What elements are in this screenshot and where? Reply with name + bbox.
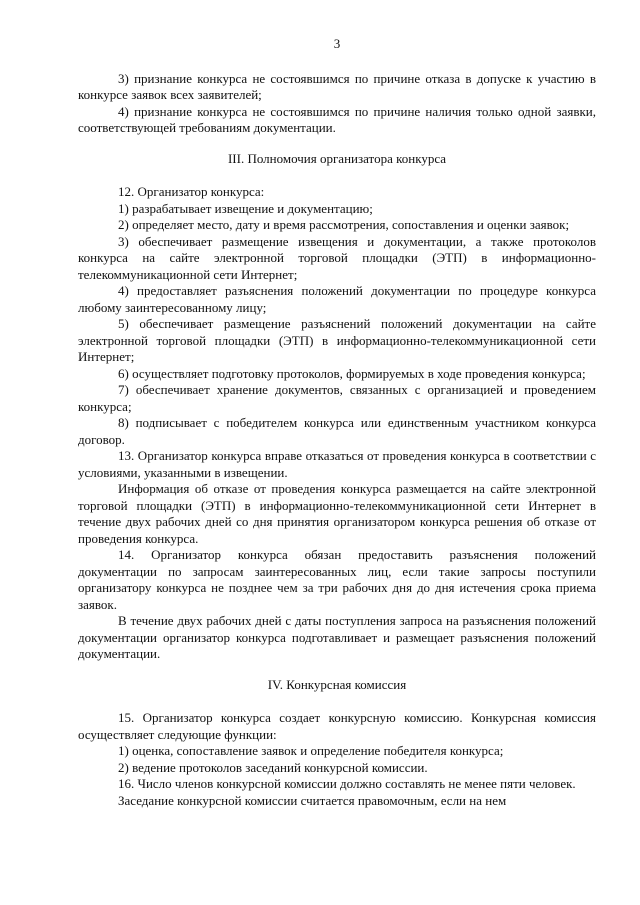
paragraph: 7) обеспечивает хранение документов, связанных с организацией и проведением конкурса;: [78, 382, 596, 414]
paragraph: 2) определяет место, дату и время рассмотрения, сопоставления и оценки заявок;: [118, 217, 570, 232]
paragraph: 1) оценка, сопоставление заявок и определение победителя конкурса;: [118, 743, 504, 758]
paragraph: 5) обеспечивает размещение разъяснений положений документации на сайте электронной торговой площадки (ЭТП) в информационно-телекоммуникационной сети Интернет;: [78, 316, 596, 364]
paragraph: 4) признание конкурса не состоявшимся по причине наличия только одной заявки, соответствующей требованиям документации.: [78, 103, 596, 135]
page-number: 3: [333, 36, 341, 51]
paragraph: 8) подписывает с победителем конкурса или единственным участником конкурса договор.: [78, 415, 596, 447]
section-heading: IV. Конкурсная комиссия: [267, 676, 407, 692]
section-heading: III. Полномочия организатора конкурса: [227, 150, 447, 166]
paragraph: 15. Организатор конкурса создает конкурсную комиссию. Конкурсная комиссия осуществляет следующие функции:: [78, 710, 596, 742]
paragraph: 2) ведение протоколов заседаний конкурсной комиссии.: [118, 759, 428, 775]
paragraph: 12. Организатор конкурса:: [118, 184, 265, 199]
paragraph: 1) разрабатывает извещение и документацию;: [118, 200, 373, 216]
paragraph: 16. Число членов конкурсной комиссии должно составлять не менее пяти человек.: [118, 776, 576, 791]
paragraph: 4) предоставляет разъяснения положений документации по процедуре конкурса любому заинтересованному лицу;: [78, 283, 596, 315]
paragraph: 13. Организатор конкурса вправе отказаться от проведения конкурса в соответствии с условиями, указанными в извещении.: [78, 448, 596, 480]
paragraph: 14. Организатор конкурса обязан предоставить разъяснения положений документации по запросам заинтересованных лиц, если такие запросы поступили организатору конкурса не позднее чем за три рабочих дня до дня истечения срока приема заявок.: [78, 547, 596, 612]
paragraph: Информация об отказе от проведения конкурса размещается на сайте электронной торговой площадки (ЭТП) в информационно-телекоммуникационной сети Интернет в течение двух рабочих дней со дня принятия организатором конкурса решения об отказе от проведения конкурса.: [78, 481, 596, 546]
paragraph: Заседание конкурсной комиссии считается правомочным, если на нем: [118, 792, 507, 808]
paragraph: В течение двух рабочих дней с даты поступления запроса на разъяснения положений документации организатор конкурса подготавливает и размещает разъяснения положений документации.: [78, 613, 596, 661]
paragraph: 6) осуществляет подготовку протоколов, формируемых в ходе проведения конкурса;: [118, 365, 586, 381]
paragraph: 3) обеспечивает размещение извещения и документации, а также протоколов конкурса на сайте электронной торговой площадки (ЭТП) в информационно-телекоммуникационной сети Интернет;: [78, 233, 596, 282]
paragraph: 3) признание конкурса не состоявшимся по причине отказа в допуске к участию в конкурсе заявок всех заявителей;: [78, 70, 596, 102]
